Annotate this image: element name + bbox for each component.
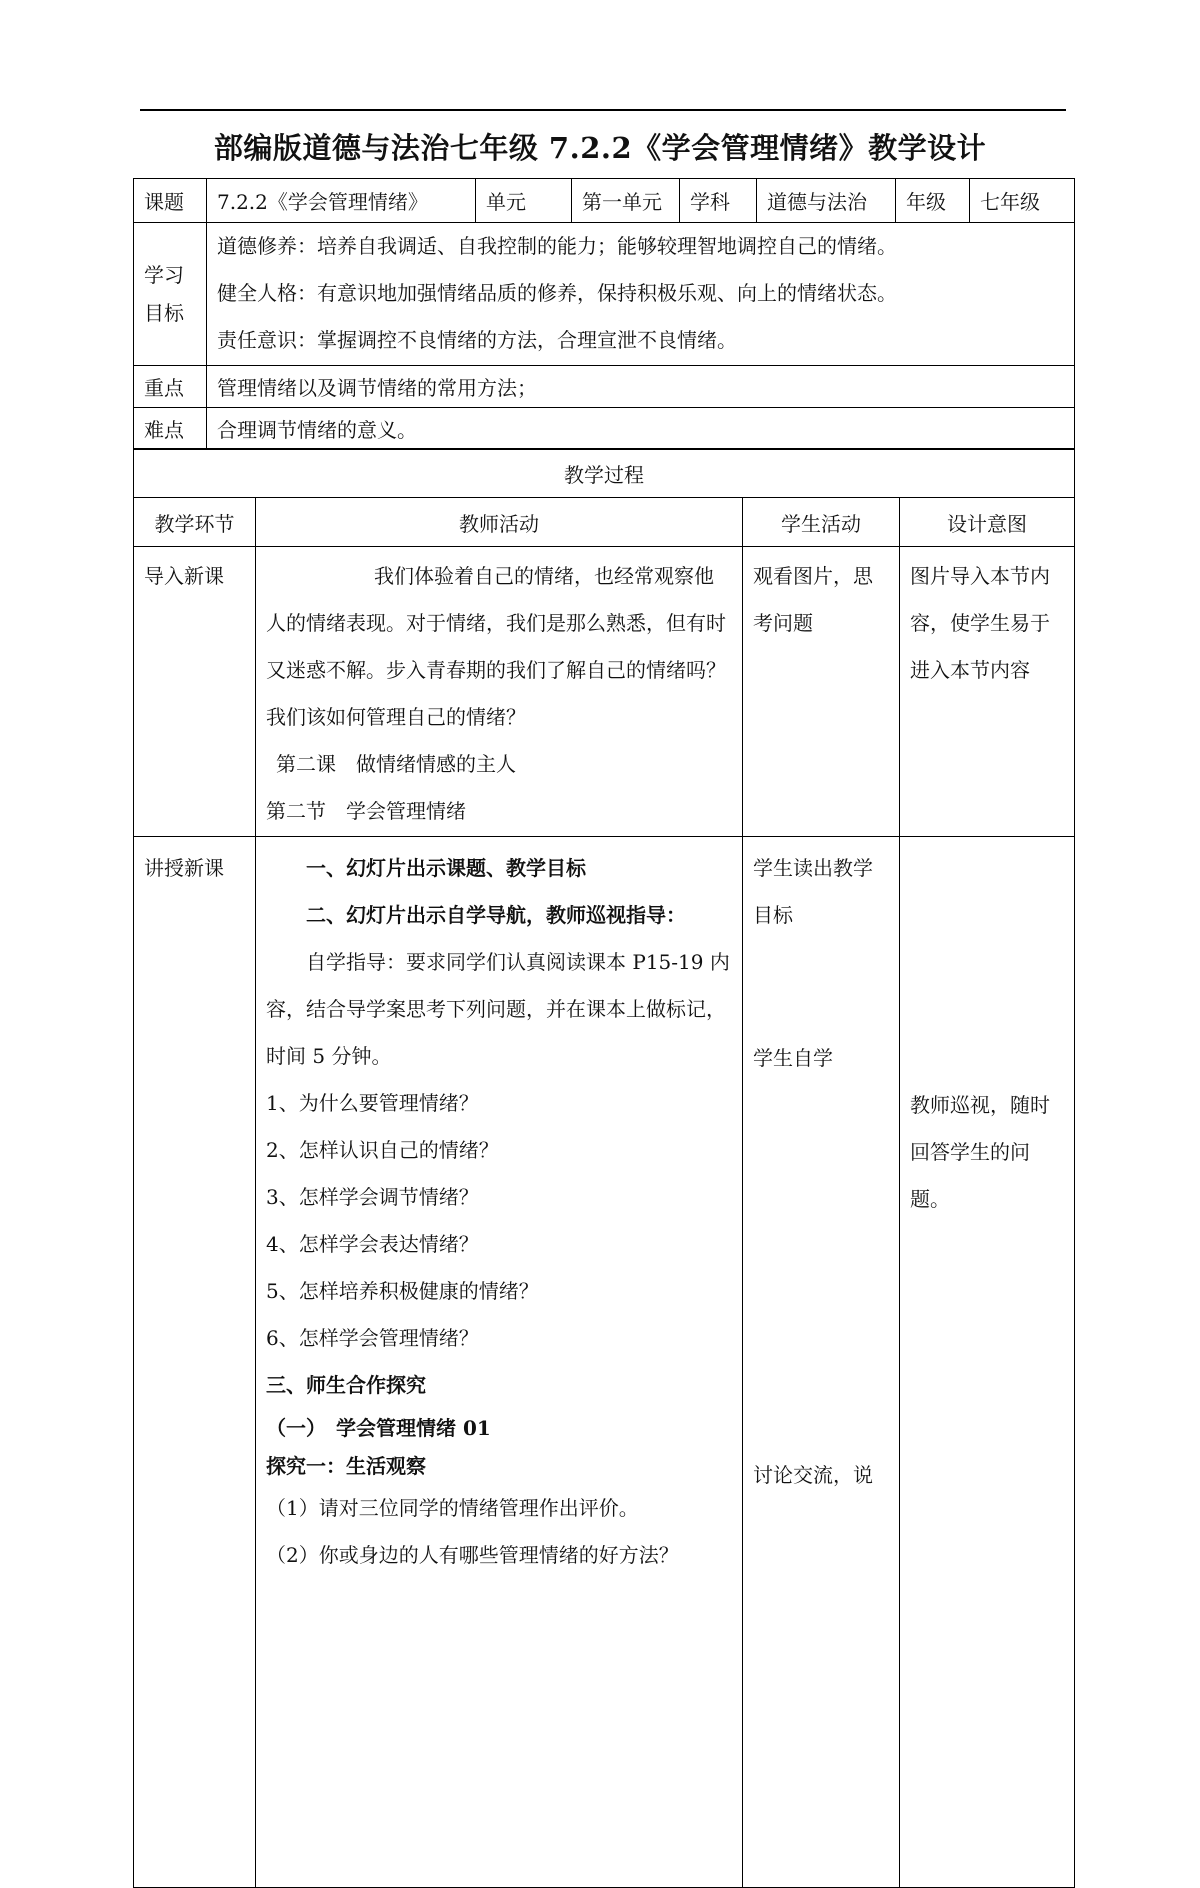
subject-label: 学科 xyxy=(680,179,757,223)
key-point-label: 重点 xyxy=(134,366,207,408)
grade-label: 年级 xyxy=(896,179,970,223)
topic-label: 课题 xyxy=(134,179,207,223)
difficulty-value: 合理调节情绪的意义。 xyxy=(207,408,1075,450)
design-intent-intro: 图片导入本节内容，使学生易于进入本节内容 xyxy=(900,547,1075,837)
column-header: 学生活动 xyxy=(743,498,900,547)
grade-value: 七年级 xyxy=(970,179,1075,223)
question-item: 5、怎样培养积极健康的情绪？ xyxy=(266,1279,539,1303)
student-activity-lecture: 学生读出教学目标 学生自学 讨论交流，说 xyxy=(743,837,900,1888)
subject-row xyxy=(134,179,1075,223)
goals-content xyxy=(207,223,1075,366)
teaching-process-table xyxy=(133,448,1075,1888)
difficulty-label: 难点 xyxy=(134,408,207,450)
document-title: 部编版道德与法治七年级 7.2.2《学会管理情绪》教学设计 xyxy=(213,131,987,165)
column-header: 教学环节 xyxy=(134,498,256,547)
process-header-row xyxy=(134,498,1075,547)
process-title-row xyxy=(134,449,1075,498)
key-point-value: 管理情绪以及调节情绪的常用方法； xyxy=(207,366,1075,408)
stage-lecture: 讲授新课 xyxy=(134,837,256,1888)
question-item: 2、怎样认识自己的情绪？ xyxy=(266,1138,499,1162)
topic-value: 7.2.2《学会管理情绪》 xyxy=(207,179,476,223)
teacher-activity-intro: 我们体验着自己的情绪，也经常观察他人的情绪表现。对于情绪，我们是那么熟悉，但有时又迷惑不解。步入青春期的我们了解自己的情绪吗？我们该如何管理自己的情绪？ 第二课 做情绪情感的主人 第二节 学会管理情绪 xyxy=(256,547,743,837)
goal-item: 健全人格：有意识地加强情绪品质的修养，保持积极乐观、向上的情绪状态。 xyxy=(217,281,897,305)
goal-item: 责任意识：掌握调控不良情绪的方法，合理宣泄不良情绪。 xyxy=(217,328,737,352)
column-header: 设计意图 xyxy=(900,498,1075,547)
goals-row xyxy=(134,223,1075,366)
lecture-row xyxy=(134,837,1075,1888)
difficulty-row xyxy=(134,408,1075,450)
question-item: 1、为什么要管理情绪？ xyxy=(266,1091,479,1115)
stage-intro: 导入新课 xyxy=(134,547,256,837)
question-item: 4、怎样学会表达情绪？ xyxy=(266,1232,479,1256)
subject-value: 道德与法治 xyxy=(757,179,896,223)
process-title: 教学过程 xyxy=(134,449,1075,498)
design-intent-lecture: 教师巡视，随时回答学生的问题。 xyxy=(900,837,1075,1888)
column-header: 教师活动 xyxy=(256,498,743,547)
lesson-info-table xyxy=(133,178,1075,450)
goals-label: 学习 目标 xyxy=(134,223,207,366)
student-activity-intro: 观看图片，思考问题 xyxy=(743,547,900,837)
top-rule xyxy=(140,109,1066,111)
goal-item: 道德修养：培养自我调适、自我控制的能力；能够较理智地调控自己的情绪。 xyxy=(217,234,897,258)
unit-value: 第一单元 xyxy=(572,179,680,223)
intro-row xyxy=(134,547,1075,837)
unit-label: 单元 xyxy=(476,179,572,223)
question-item: 6、怎样学会管理情绪？ xyxy=(266,1326,479,1350)
teacher-activity-lecture: 一、幻灯片出示课题、教学目标 二、幻灯片出示自学导航，教师巡视指导： 自学指导：要求同学们认真阅读课本 P15-19 内容，结合导学案思考下列问题，并在课本上做标记，时间 5 分钟。 1、为什么要管理情绪？ 2、怎样认识自己的情绪？ 3、怎样学会调节情绪？ 4、怎样学会表达情绪？ 5、怎样培养积极健康的情绪？ 6、怎样学会管理情绪？ 三、师生合作探究 （一） 学会管理情绪 01 探究一：生活观察 （1）请对三位同学的情绪管理作出评价。 （2）你或身边的人有哪些管理情绪的好方法？ xyxy=(256,837,743,1888)
key-point-row xyxy=(134,366,1075,408)
question-item: 3、怎样学会调节情绪？ xyxy=(266,1185,479,1209)
